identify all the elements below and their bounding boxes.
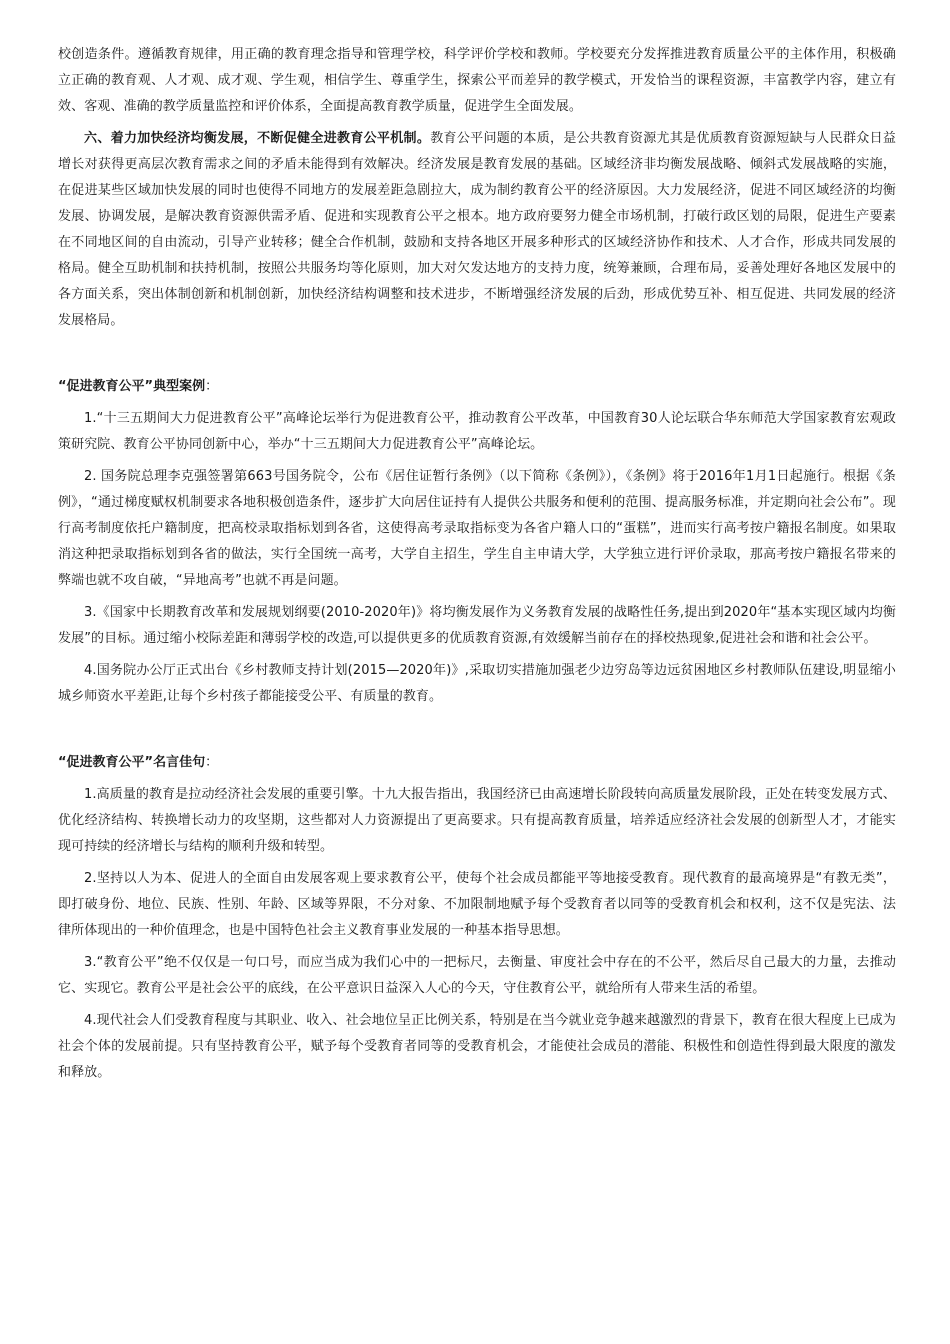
quote-item-3: 3.“教育公平”绝不仅仅是一句口号，而应当成为我们心中的一把标尺，去衡量、审度社会中存在的不公平，然后尽自己最大的力量，去推动它、实现它。教育公平是社会公平的底线，在公平意识日益深入人心的今天，守住教育公平，就给所有人带来生活的希望。 [58, 955, 896, 996]
case-item-3: 3.《国家中长期教育改革和发展规划纲要(2010-2020年)》将均衡发展作为义务教育发展的战略性任务,提出到2020年“基本实现区域内均衡发展”的目标。通过缩小校际差距和薄弱学校的改造,可以提供更多的优质教育资源,有效缓解当前存在的择校热现象,促进社会和谐和社会公平。 [58, 605, 896, 646]
section-six-heading: 六、着力加快经济均衡发展，不断促健全进教育公平机制。 [84, 131, 431, 146]
quote-item-4: 4.现代社会人们受教育程度与其职业、收入、社会地位呈正比例关系，特别是在当今就业竞争越来越激烈的背景下，教育在很大程度上已成为社会个体的发展前提。只有坚持教育公平，赋予每个受教育者同等的受教育机会，才能使社会成员的潜能、积极性和创造性得到最大限度的激发和释放。 [58, 1013, 896, 1080]
cases-title-colon: ： [205, 379, 219, 394]
quote-item-1: 1.高质量的教育是拉动经济社会发展的重要引擎。十九大报告指出，我国经济已由高速增长阶段转向高质量发展阶段，正处在转变发展方式、优化经济结构、转换增长动力的攻坚期，这些都对人力资源提出了更高要求。只有提高教育质量，培养适应经济社会发展的创新型人才，才能实现可持续的经济增长与结构的顺利升级和转型。 [58, 787, 896, 854]
document-page [58, 42, 896, 1092]
quotes-section-title [58, 750, 896, 776]
section-six-text: 教育公平问题的本质，是公共教育资源尤其是优质教育资源短缺与人民群众日益增长对获得更高层次教育需求之间的矛盾未能得到有效解决。经济发展是教育发展的基础。区域经济非均衡发展战略、倾斜式发展战略的实施，在促进某些区域加快发展的同时也使得不同地方的发展差距急剧拉大，成为制约教育公平的经济原因。大力发展经济，促进不同区域经济的均衡发展、协调发展，是解决教育资源供需矛盾、促进和实现教育公平之根本。地方政府要努力健全市场机制，打破行政区划的局限，促进生产要素在不同地区间的自由流动，引导产业转移；健全合作机制，鼓励和支持各地区开展多种形式的区域经济协作和技术、人才合作，形成共同发展的格局。健全互助机制和扶持机制，按照公共服务均等化原则，加大对欠发达地方的支持力度，统筹兼顾，合理布局，妥善处理好各地区发展中的各方面关系，突出体制创新和机制创新，加快经济结构调整和技术进步，不断增强经济发展的后劲，形成优势互补、相互促进、共同发展的经济发展格局。 [58, 131, 896, 328]
case-item-4: 4.国务院办公厅正式出台《乡村教师支持计划(2015—2020年)》,采取切实措施加强老少边穷岛等边远贫困地区乡村教师队伍建设,明显缩小城乡师资水平差距,让每个乡村孩子都能接受公平、有质量的教育。 [58, 663, 896, 704]
intro-paragraph: 校创造条件。遵循教育规律，用正确的教育理念指导和管理学校，科学评价学校和教师。学校要充分发挥推进教育质量公平的主体作用，积极确立正确的教育观、人才观、成才观、学生观，相信学生、尊重学生，探索公平而差异的教学模式，开发恰当的课程资源，丰富教学内容，建立有效、客观、准确的教学质量监控和评价体系，全面提高教育教学质量，促进学生全面发展。 [58, 47, 896, 114]
section-six-paragraph [58, 126, 896, 334]
cases-section-title [58, 374, 896, 400]
quotes-title-colon: ： [205, 755, 219, 770]
quotes-title-text: “促进教育公平”名言佳句 [58, 755, 206, 770]
quote-item-2: 2.坚持以人为本、促进人的全面自由发展客观上要求教育公平，使每个社会成员都能平等地接受教育。现代教育的最高境界是“有教无类”，即打破身份、地位、民族、性别、年龄、区域等界限，不分对象、不加限制地赋予每个受教育者以同等的受教育机会和权利，这不仅是宪法、法律所体现出的一种价值理念，也是中国特色社会主义教育事业发展的一种基本指导思想。 [58, 871, 896, 938]
cases-title-text: “促进教育公平”典型案例 [58, 379, 206, 394]
case-item-2: 2. 国务院总理李克强签署第663号国务院令，公布《居住证暂行条例》（以下简称《条例》），《条例》将于2016年1月1日起施行。根据《条例》，“通过梯度赋权机制要求各地积极创造条件，逐步扩大向居住证持有人提供公共服务和便利的范围、提高服务标准，并定期向社会公布”。现行高考制度依托户籍制度，把高校录取指标划到各省，这使得高考录取指标变为各省户籍人口的“蛋糕”，进而实行高考按户籍报名制度。如果取消这种把录取指标划到各省的做法，实行全国统一高考，大学自主招生，学生自主申请大学，大学独立进行评价录取，那高考按户籍报名带来的弊端也就不攻自破，“异地高考”也就不再是问题。 [58, 469, 896, 588]
case-item-1: 1.“十三五期间大力促进教育公平”高峰论坛举行为促进教育公平，推动教育公平改革，中国教育30人论坛联合华东师范大学国家教育宏观政策研究院、教育公平协同创新中心，举办“十三五期间大力促进教育公平”高峰论坛。 [58, 411, 896, 452]
